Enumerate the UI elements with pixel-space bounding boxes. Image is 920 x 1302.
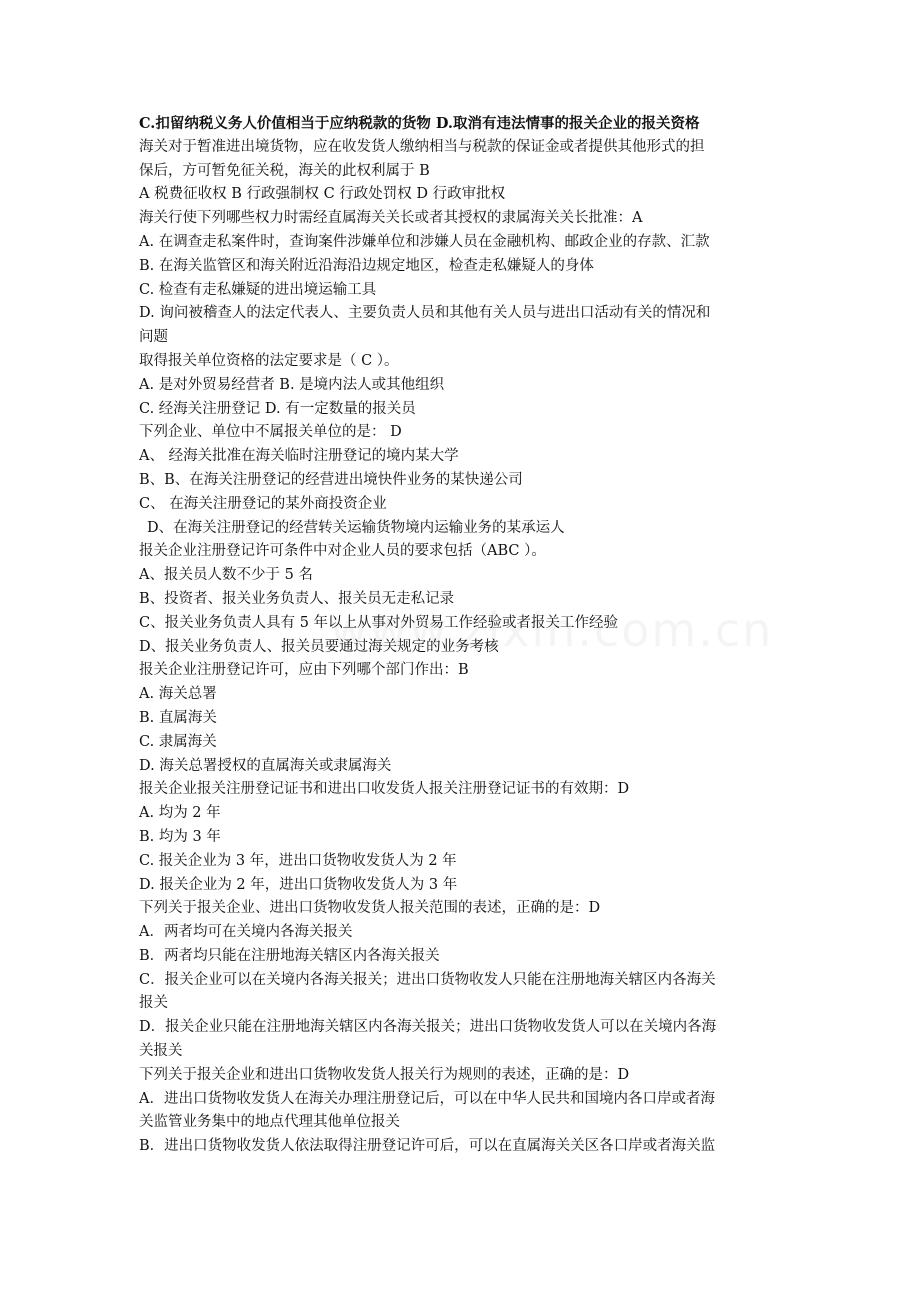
text-line: 关报关: [139, 1043, 183, 1060]
text-line: A. 在调查走私案件时，查询案件涉嫌单位和涉嫌人员在金融机构、邮政企业的存款、汇款: [139, 233, 710, 250]
text-line: 保后，方可暂免征关税，海关的此权利属于 B: [139, 162, 430, 179]
text-line: C.扣留纳税义务人价值相当于应纳税款的货物 D.取消有违法情事的报关企业的报关资格: [139, 115, 700, 132]
document-page: [139, 112, 787, 1159]
text-line: D. 询问被稽查人的法定代表人、主要负责人员和其他有关人员与进出口活动有关的情况和: [139, 305, 711, 322]
text-line: C. 隶属海关: [139, 733, 217, 750]
text-line: 报关企业报关注册登记证书和进出口收发货人报关注册登记证书的有效期：D: [139, 781, 630, 798]
text-line: D. 海关总署授权的直属海关或隶属海关: [139, 757, 392, 774]
text-line: C. 报关企业为 3 年，进出口货物收发货人为 2 年: [139, 852, 457, 869]
text-line: C. 经海关注册登记 D. 有一定数量的报关员: [139, 400, 416, 417]
text-line: A. 海关总署: [139, 686, 217, 703]
text-line: A．两者均可在关境内各海关报关: [139, 924, 353, 941]
text-line: A、 经海关批准在海关临时注册登记的境内某大学: [139, 448, 459, 465]
text-line: 海关对于暂准进出境货物，应在收发货人缴纳相当与税款的保证金或者提供其他形式的担: [139, 138, 705, 155]
text-line: 取得报关单位资格的法定要求是（ C ）。: [139, 352, 399, 369]
text-line: A. 是对外贸易经营者 B. 是境内法人或其他组织: [139, 376, 445, 393]
text-line: C. 检查有走私嫌疑的进出境运输工具: [139, 281, 377, 298]
text-line: A 税费征收权 B 行政强制权 C 行政处罚权 D 行政审批权: [139, 186, 506, 203]
text-line: B. 均为 3 年: [139, 828, 221, 845]
text-line: 报关企业注册登记许可条件中对企业人员的要求包括（ABC ）。: [139, 543, 546, 560]
text-line: C、 在海关注册登记的某外商投资企业: [139, 495, 387, 512]
text-line: B．进出口货物收发货人依法取得注册登记许可后，可以在直属海关关区各口岸或者海关监: [139, 1138, 716, 1155]
text-line: 海关行使下列哪些权力时需经直属海关关长或者其授权的隶属海关关长批准：A: [139, 210, 643, 227]
text-line: B．两者均只能在注册地海关辖区内各海关报关: [139, 947, 440, 964]
text-line: D. 报关企业为 2 年，进出口货物收发货人为 3 年: [139, 876, 458, 893]
text-line: C、报关业务负责人具有 5 年以上从事对外贸易工作经验或者报关工作经验: [139, 614, 619, 631]
text-line: C．报关企业可以在关境内各海关报关；进出口货物收发人只能在注册地海关辖区内各海关: [139, 971, 716, 988]
text-line: 下列关于报关企业和进出口货物收发货人报关行为规则的表述，正确的是：D: [139, 1066, 630, 1083]
text-line: 关监管业务集中的地点代理其他单位报关: [139, 1114, 400, 1131]
text-line: 报关: [139, 995, 168, 1012]
text-line: B、B、在海关注册登记的经营进出境快件业务的某快递公司: [139, 471, 523, 488]
text-line: D．报关企业只能在注册地海关辖区内各海关报关；进出口货物收发货人可以在关境内各海: [139, 1019, 717, 1036]
text-line: 问题: [139, 329, 168, 346]
text-line: 下列关于报关企业、进出口货物收发货人报关范围的表述，正确的是：D: [139, 900, 601, 917]
text-line: A、报关员人数不少于 5 名: [139, 567, 313, 584]
text-line: B. 直属海关: [139, 709, 217, 726]
text-line: D、报关业务负责人、报关员要通过海关规定的业务考核: [139, 638, 499, 655]
text-line: 报关企业注册登记许可，应由下列哪个部门作出：B: [139, 662, 469, 679]
text-line: B. 在海关监管区和海关附近沿海沿边规定地区，检查走私嫌疑人的身体: [139, 257, 594, 274]
text-line: D、在海关注册登记的经营转关运输货物境内运输业务的某承运人: [147, 519, 565, 536]
text-line: 下列企业、单位中不属报关单位的是： D: [139, 424, 402, 441]
text-line: B、投资者、报关业务负责人、报关员无走私记录: [139, 590, 455, 607]
text-line: A. 均为 2 年: [139, 805, 221, 822]
text-line: A．进出口货物收发货人在海关办理注册登记后，可以在中华人民共和国境内各口岸或者海: [139, 1090, 715, 1107]
